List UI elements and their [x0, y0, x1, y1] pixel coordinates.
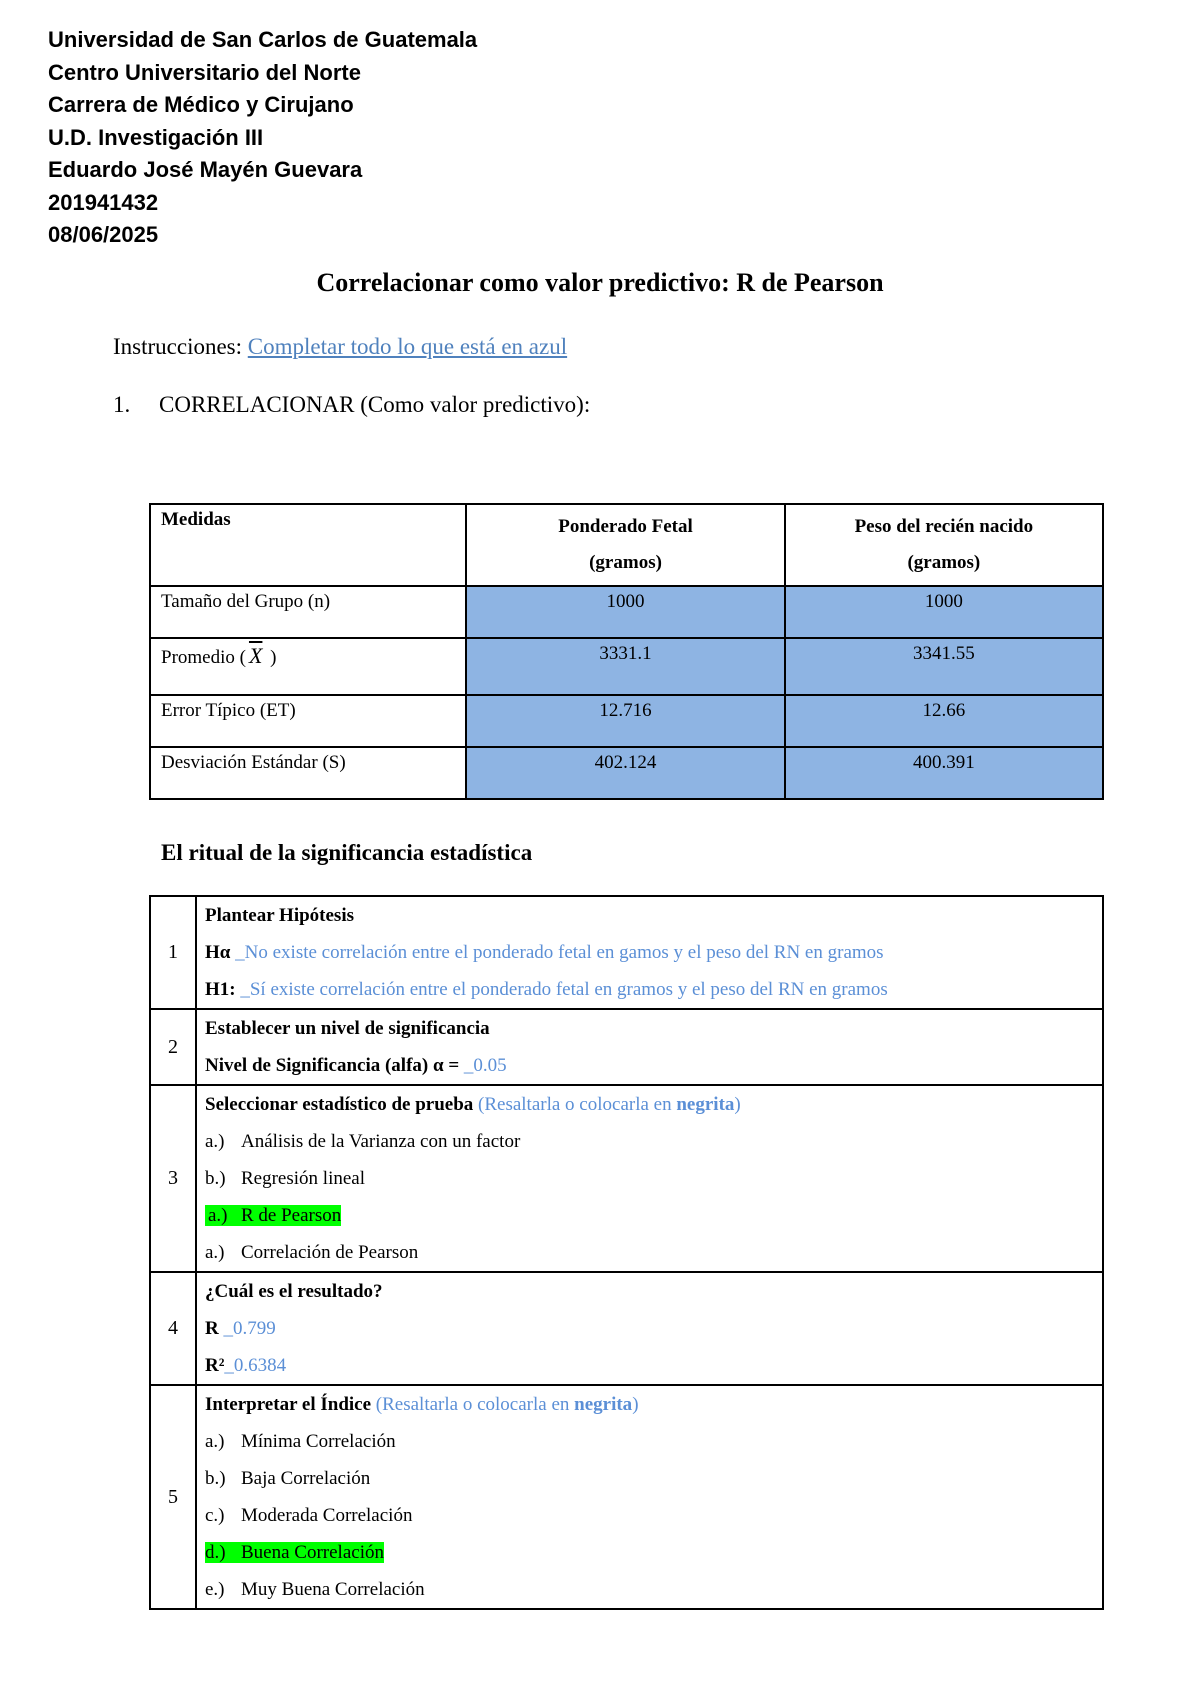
page-title: Correlacionar como valor predictivo: R de Pearson	[316, 268, 884, 297]
h1-line	[205, 971, 1094, 1008]
highlighted-option	[205, 1205, 341, 1226]
instructions	[113, 334, 567, 360]
r-label: R	[205, 1318, 219, 1339]
table-header-row	[150, 504, 1103, 586]
mean-symbol: $\overline{X}$	[248, 643, 263, 668]
option-d[interactable]	[205, 1234, 1094, 1271]
option-text: Moderada Correlación	[241, 1505, 413, 1526]
step-body	[196, 1085, 1103, 1272]
option-c[interactable]	[205, 1497, 1094, 1534]
student-id: 201941432	[48, 189, 159, 215]
step-title: Plantear Hipótesis	[205, 905, 355, 926]
h0-label: Hα	[205, 942, 231, 963]
step-number: 1	[150, 896, 196, 1009]
ritual-step-1	[150, 896, 1103, 1009]
document-date: 08/06/2025	[48, 222, 159, 247]
section-1-heading	[113, 392, 590, 418]
ritual-step-4	[150, 1272, 1103, 1385]
step-title: Establecer un nivel de significancia	[205, 1018, 490, 1039]
table-row	[150, 747, 1103, 799]
row-label-end: )	[265, 647, 277, 668]
section-number: 1.	[113, 392, 131, 417]
r2-value[interactable]: _0.6384	[224, 1355, 287, 1376]
alpha-label: Nivel de Significancia (alfa) α =	[205, 1055, 460, 1076]
ritual-table	[149, 895, 1104, 1610]
step-number: 4	[150, 1272, 196, 1385]
option-a[interactable]	[205, 1423, 1094, 1460]
option-letter: a.)	[208, 1205, 228, 1226]
note-bold: negrita	[676, 1094, 735, 1115]
step-body	[196, 1272, 1103, 1385]
header-unit: (gramos)	[589, 552, 662, 573]
header-peso-rn	[785, 504, 1103, 586]
step-body	[196, 896, 1103, 1009]
option-text: R de Pearson	[241, 1205, 342, 1226]
option-text: Regresión lineal	[241, 1168, 365, 1189]
option-text: Buena Correlación	[241, 1542, 384, 1563]
option-letter: a.)	[205, 1242, 225, 1263]
option-buena-selected[interactable]	[205, 1534, 1094, 1571]
unit-name: U.D. Investigación III	[48, 124, 264, 150]
cell-fetal[interactable]: 1000	[466, 586, 784, 638]
option-letter: a.)	[205, 1431, 225, 1452]
option-letter: b.)	[205, 1468, 226, 1489]
measures-table	[149, 503, 1104, 800]
option-e[interactable]	[205, 1571, 1094, 1608]
university-name: Universidad de San Carlos de Guatemala	[48, 27, 478, 52]
step-title: ¿Cuál es el resultado?	[205, 1281, 383, 1302]
h1-label: H1:	[205, 979, 236, 1000]
header-text: Peso del recién nacido	[854, 516, 1034, 537]
note-pre: (Resaltarla o colocarla en	[375, 1394, 570, 1415]
step-body	[196, 1385, 1103, 1609]
cell-newborn[interactable]: 12.66	[785, 695, 1103, 747]
option-letter: a.)	[205, 1131, 225, 1152]
option-text: Baja Correlación	[241, 1468, 371, 1489]
r-value[interactable]: _0.799	[223, 1318, 276, 1339]
note-pre: (Resaltarla o colocarla en	[478, 1094, 672, 1115]
option-text: Análisis de la Varianza con un factor	[241, 1131, 521, 1152]
row-label: Error Típico (ET)	[150, 695, 466, 747]
ritual-step-5	[150, 1385, 1103, 1609]
instructions-link[interactable]: Completar todo lo que está en azul	[247, 334, 568, 359]
header-text: Ponderado Fetal	[558, 516, 693, 537]
r2-label: R²	[205, 1355, 225, 1376]
table-row	[150, 638, 1103, 695]
option-text: Mínima Correlación	[241, 1431, 396, 1452]
table-row	[150, 695, 1103, 747]
option-b[interactable]	[205, 1160, 1094, 1197]
step-title-line	[205, 1386, 1094, 1423]
student-name: Eduardo José Mayén Guevara	[48, 157, 363, 182]
alpha-value[interactable]: _0.05	[463, 1055, 507, 1076]
step-title: Interpretar el Índice	[205, 1394, 372, 1415]
row-label: Tamaño del Grupo (n)	[150, 586, 466, 638]
cell-fetal[interactable]: 3331.1	[466, 638, 784, 695]
step-number: 2	[150, 1009, 196, 1085]
step-title: Seleccionar estadístico de prueba	[205, 1094, 474, 1115]
h1-text[interactable]: _Sí existe correlación entre el ponderado fetal en gramos y el peso del RN en gramos	[240, 979, 888, 1000]
step-title-line	[205, 1086, 1094, 1123]
option-letter: e.)	[205, 1579, 225, 1600]
instructions-label: Instrucciones:	[113, 334, 243, 359]
cell-fetal[interactable]: 12.716	[466, 695, 784, 747]
option-text: Correlación de Pearson	[241, 1242, 419, 1263]
option-text: Muy Buena Correlación	[241, 1579, 425, 1600]
option-letter: d.)	[205, 1542, 226, 1563]
row-label	[150, 638, 466, 695]
r-line	[205, 1310, 1094, 1347]
option-a[interactable]	[205, 1123, 1094, 1160]
ritual-step-3	[150, 1085, 1103, 1272]
option-b[interactable]	[205, 1460, 1094, 1497]
document-header	[48, 24, 477, 252]
row-label: Desviación Estándar (S)	[150, 747, 466, 799]
cell-newborn[interactable]: 400.391	[785, 747, 1103, 799]
step-number: 5	[150, 1385, 196, 1609]
cell-newborn[interactable]: 3341.55	[785, 638, 1103, 695]
step-body	[196, 1009, 1103, 1085]
header-medidas: Medidas	[150, 504, 466, 586]
cell-newborn[interactable]: 1000	[785, 586, 1103, 638]
center-name: Centro Universitario del Norte	[48, 59, 361, 85]
cell-fetal[interactable]: 402.124	[466, 747, 784, 799]
alpha-line	[205, 1047, 1094, 1084]
section-title: CORRELACIONAR (Como valor predictivo):	[159, 392, 591, 417]
step-number: 3	[150, 1085, 196, 1272]
note-post: )	[632, 1394, 639, 1415]
ritual-step-2	[150, 1009, 1103, 1085]
highlighted-option	[205, 1542, 384, 1563]
note-post: )	[734, 1094, 741, 1115]
note-bold: negrita	[574, 1394, 633, 1415]
table-row	[150, 586, 1103, 638]
h0-text[interactable]: _No existe correlación entre el ponderado fetal en gamos y el peso del RN en gramos	[235, 942, 884, 963]
row-label-text: Promedio (	[161, 647, 246, 668]
ritual-title: El ritual de la significancia estadística	[161, 840, 533, 865]
career-name: Carrera de Médico y Cirujano	[48, 92, 354, 117]
r2-line	[205, 1347, 1094, 1384]
header-ponderado-fetal	[466, 504, 784, 586]
option-letter: c.)	[205, 1505, 225, 1526]
h0-line	[205, 934, 1094, 971]
option-r-pearson-selected[interactable]	[205, 1197, 1094, 1234]
header-unit: (gramos)	[907, 552, 981, 573]
option-letter: b.)	[205, 1168, 226, 1189]
